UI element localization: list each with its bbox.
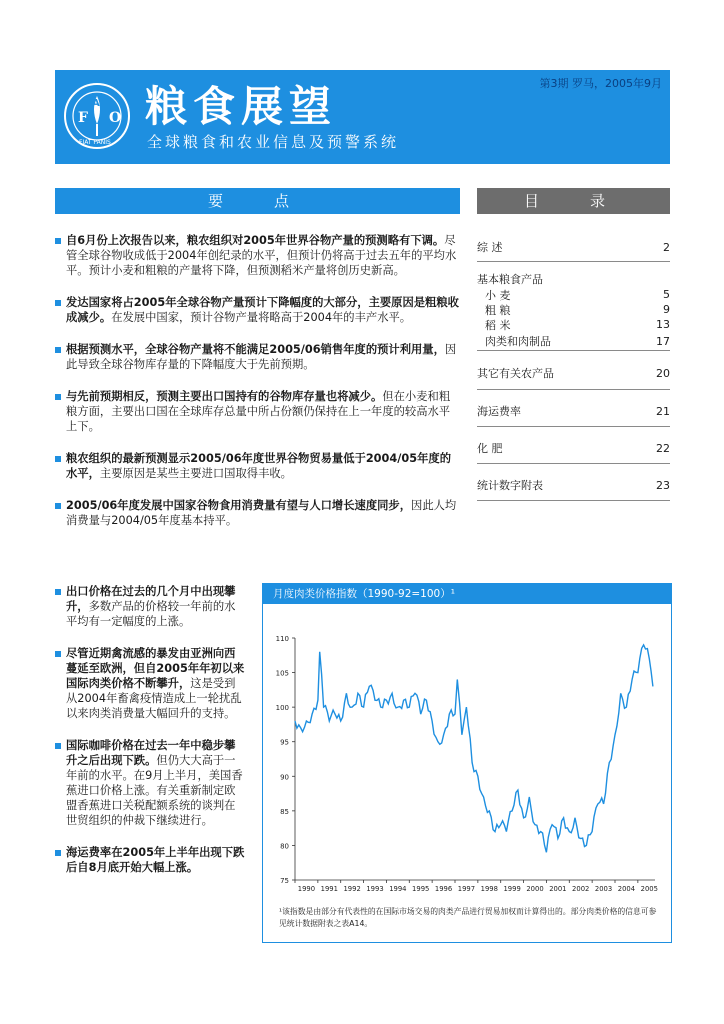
x-tick-label: 2002 [572,885,590,893]
key-point-bold: 自6月份上次报告以来，粮农组织对2005年世界谷物产量的预测略有下调。 [66,234,445,247]
toc-entry-page: 20 [656,366,670,380]
bullet-square-icon [55,850,61,856]
toc-entry[interactable] [477,287,670,302]
y-tick-label: 90 [280,773,289,782]
y-tick-label: 75 [280,877,289,885]
toc-entry-page: 21 [656,404,670,418]
toc-entry-page: 13 [656,318,670,331]
toc-entry-page: 5 [663,288,670,301]
toc-entry-label: 稻 米 [485,318,511,332]
toc-entry-page: 2 [663,240,670,254]
x-tick-label: 1995 [412,885,430,893]
toc-entry-label: 海运费率 [477,405,521,418]
x-tick-label: 2004 [617,885,636,893]
chart-title: 月度肉类价格指数（1990-92=100）¹ [263,584,671,604]
table-of-contents [477,233,670,501]
key-point-item [55,451,460,481]
toc-entry[interactable] [477,317,670,332]
toc-entry-label: 基本粮食产品 [477,272,543,286]
key-point-bold: 根据预测水平，全球谷物产量将不能满足2005/06销售年度的预计利用量， [66,343,445,356]
key-point-bold: 出口价格在过去的几个月中出现攀升， [66,585,236,613]
key-point-text: 但在小麦和粗粮方面，主要出口国在全球库存总量中所占份额仍保持在上一年度的较高水平上下。 [66,390,451,433]
toc-entry[interactable] [477,390,670,427]
y-tick-label: 95 [280,738,289,747]
x-tick-label: 2005 [640,885,658,893]
bullet-square-icon [55,589,61,595]
x-tick-label: 1998 [480,885,498,893]
key-point-text: 但仍大大高于一年前的水平。在9月上半月，美国香蕉进口价格上涨。有关重新制定欧盟香蕉进口关税配额系统的谈判在世贸组织的仲裁下继续进行。 [66,754,243,827]
x-tick-label: 1991 [320,885,338,893]
x-tick-label: 2001 [549,885,567,893]
chart-plot [263,604,671,904]
x-tick-label: 1999 [503,885,521,893]
key-point-item [55,233,460,278]
toc-entry[interactable] [477,427,670,464]
bullet-square-icon [55,347,61,353]
key-point-bold: 尽管近期禽流感的暴发由亚洲向西蔓延至欧洲，但自2005年年初以来国际肉类价格不断攀升， [66,647,245,690]
toc-entry[interactable] [477,351,670,390]
toc-entry[interactable] [477,270,670,287]
key-point-item [55,584,245,629]
bullet-square-icon [55,394,61,400]
key-point-bold: 粮农组织的最新预测显示2005/06年度世界谷物贸易量低于2004/05年度的水平， [66,452,452,480]
series-line [295,645,653,852]
x-tick-label: 2000 [526,885,544,893]
y-tick-label: 100 [275,704,289,713]
key-points-list-continued [55,584,245,892]
x-tick-label: 1992 [343,885,361,893]
bullet-square-icon [55,743,61,749]
key-points-list [55,233,460,545]
toc-entry-page: 9 [663,303,670,316]
key-point-item [55,845,245,875]
toc-entry-label: 综 述 [477,241,503,254]
toc-entry-label: 其它有关农产品 [477,367,554,380]
toc-entry-page: 23 [656,478,670,492]
key-point-bold: 2005/06年度发展中国家谷物食用消费量有望与人口增长速度同步， [66,499,412,512]
key-point-bold: 国际咖啡价格在过去一年中稳步攀升之后出现下跌。 [66,739,236,767]
masthead-banner [55,70,670,164]
svg-text:A: A [92,98,100,109]
svg-text:O: O [109,110,122,126]
key-point-bold: 发达国家将占2005年全球谷物产量预计下降幅度的大部分，主要原因是粗粮收成减少。 [66,296,459,324]
toc-entry-label: 化 肥 [477,442,503,455]
x-tick-label: 1994 [389,885,407,893]
toc-heading: 目 录 [477,188,670,214]
bullet-square-icon [55,456,61,462]
y-tick-label: 110 [275,635,289,643]
key-point-text: 主要原因是某些主要进口国取得丰收。 [99,467,292,480]
key-points-heading: 要 点 [55,188,460,214]
issue-info: 第3期 罗马，2005年9月 [539,77,662,90]
key-point-text: 这是受到从2004年畜禽疫情造成上一轮扰乱以来肉类消费量大幅回升的支持。 [66,677,242,720]
x-tick-label: 1997 [457,885,476,893]
key-point-text: 因此人均消费量与2004/05年度基本持平。 [66,499,457,527]
toc-entry[interactable] [477,464,670,501]
toc-entry[interactable] [477,302,670,317]
bullet-square-icon [55,503,61,509]
svg-text:F: F [78,110,88,126]
bullet-square-icon [55,238,61,244]
toc-entry-label: 统计数字附表 [477,479,543,492]
fao-logo-icon [63,82,131,150]
y-tick-label: 105 [275,669,289,678]
key-point-item [55,738,245,828]
key-point-text: 多数产品的价格较一年前的水平均有一定幅度的上涨。 [66,600,236,628]
svg-text:FIAT PANIS: FIAT PANIS [79,139,111,146]
x-tick-label: 1993 [366,885,384,893]
key-point-bold: 与先前预期相反，预测主要出口国持有的谷物库存量也将减少。 [66,390,383,403]
toc-entry-page: 22 [656,441,670,455]
key-point-item [55,498,460,528]
x-tick-label: 1996 [434,885,453,893]
key-point-item [55,342,460,372]
key-point-item [55,295,460,325]
key-point-item [55,389,460,434]
x-tick-label: 1990 [297,885,316,893]
meat-price-chart [262,583,672,943]
key-point-bold: 海运费率在2005年上半年出现下跌后自8月底开始大幅上涨。 [66,846,245,874]
bullet-square-icon [55,651,61,657]
toc-entry-label: 肉类和肉制品 [485,335,551,348]
key-point-text: 尽管全球谷物收成低于2004年创纪录的水平，但预计仍将高于过去五年的平均水平。预计小麦和粗粮的产量将下降，但预测稻米产量将创历史新高。 [66,234,457,277]
toc-entry-label: 小 麦 [485,288,511,302]
chart-footnote: ¹该指数是由部分有代表性的在国际市场交易的肉类产品进行贸易加权而计算得出的。部分肉类价格的信息可参见统计数据附表之表A14。 [279,907,657,928]
x-tick-label: 2003 [594,885,613,893]
key-point-text: 在发展中国家，预计谷物产量将略高于2004年的丰产水平。 [111,311,412,324]
key-point-text: 因此导致全球谷物库存量的下降幅度大于先前预期。 [66,343,457,371]
y-tick-label: 85 [280,807,289,816]
publication-title: 粮食展望 [145,82,338,131]
toc-entry[interactable] [477,332,670,351]
toc-entry-label: 粗 粮 [485,303,511,317]
bullet-square-icon [55,300,61,306]
y-tick-label: 80 [280,842,289,851]
toc-entry-page: 17 [656,334,670,348]
toc-entry[interactable] [477,233,670,262]
publication-subtitle: 全球粮食和农业信息及预警系统 [147,133,400,151]
key-point-item [55,646,245,721]
